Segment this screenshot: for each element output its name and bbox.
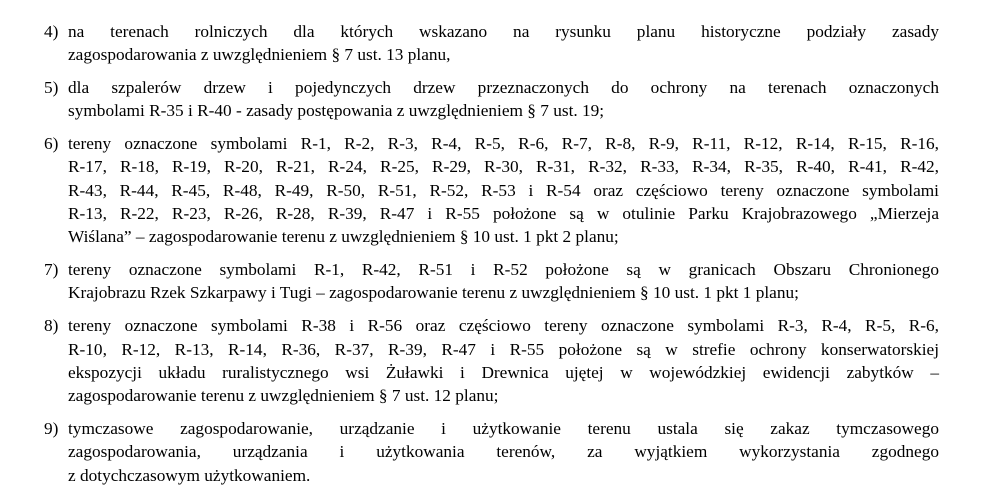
list-item [44,417,939,487]
list-item [44,258,939,305]
document-page [0,20,984,496]
item-number: 7) [44,260,59,280]
item-number: 9) [44,418,59,438]
text-line: R-17, R-18, R-19, R-20, R-21, R-24, R-25, R-29, R-30, R-31, R-32, R-33, R-34, R-35, R-40, R-41, R-42, [68,157,939,177]
text-line: R-13, R-22, R-23, R-26, R-28, R-39, R-47 i R-55 położone są w otulinie Parku Krajobrazowego „Mierzeja [68,204,939,224]
text-line: R-10, R-12, R-13, R-14, R-36, R-37, R-39, R-47 i R-55 położone są w strefie ochrony konserwatorskiej [68,339,939,359]
text-line: zagospodarowania, urządzania i użytkowania terenów, za wyjątkiem wykorzystania zgodnego [68,442,939,462]
text-line: na terenach rolniczych dla których wskazano na rysunku planu historyczne podziały zasady [68,22,939,41]
item-number: 8) [44,316,59,336]
list-item [44,20,939,67]
text-line: z dotychczasowym użytkowaniem. [68,465,311,485]
text-line: ekspozycji układu ruralistycznego wsi Żuławki i Drewnica ujętej w wojewódzkiej ewidencji zabytków – [68,362,939,382]
list-item [44,76,939,123]
text-line: tereny oznaczone symbolami R-1, R-2, R-3, R-4, R-5, R-6, R-7, R-8, R-9, R-11, R-12, R-14, R-15, R-16, [68,134,939,154]
list-item [44,132,939,248]
item-number: 5) [44,78,59,98]
text-line: Krajobrazu Rzek Szkarpawy i Tugi – zagospodarowanie terenu z uwzględnieniem § 10 ust. 1 pkt 1 planu; [68,283,799,303]
text-line: dla szpalerów drzew i pojedynczych drzew przeznaczonych do ochrony na terenach oznaczonych [68,78,939,98]
text-line: Wiślana” – zagospodarowanie terenu z uwzględnieniem § 10 ust. 1 pkt 2 planu; [68,227,619,247]
text-line: zagospodarowania z uwzględnieniem § 7 ust. 13 planu, [68,45,451,65]
text-line: zagospodarowanie terenu z uwzględnieniem § 7 ust. 12 planu; [68,386,499,406]
item-number: 6) [44,134,59,154]
text-line: tymczasowe zagospodarowanie, urządzanie i użytkowanie terenu ustala się zakaz tymczasowego [68,418,939,438]
text-line: symbolami R-35 i R-40 - zasady postępowania z uwzględnieniem § 7 ust. 19; [68,101,605,121]
item-number: 4) [44,22,59,41]
text-line: tereny oznaczone symbolami R-1, R-42, R-51 i R-52 położone są w granicach Obszaru Chronionego [68,260,939,280]
text-line: R-43, R-44, R-45, R-48, R-49, R-50, R-51, R-52, R-53 i R-54 oraz częściowo tereny oznaczone symbolami [68,180,939,200]
text-line: tereny oznaczone symbolami R-38 i R-56 oraz częściowo tereny oznaczone symbolami R-3, R-4, R-5, R-6, [68,316,939,336]
list-item [44,314,939,407]
